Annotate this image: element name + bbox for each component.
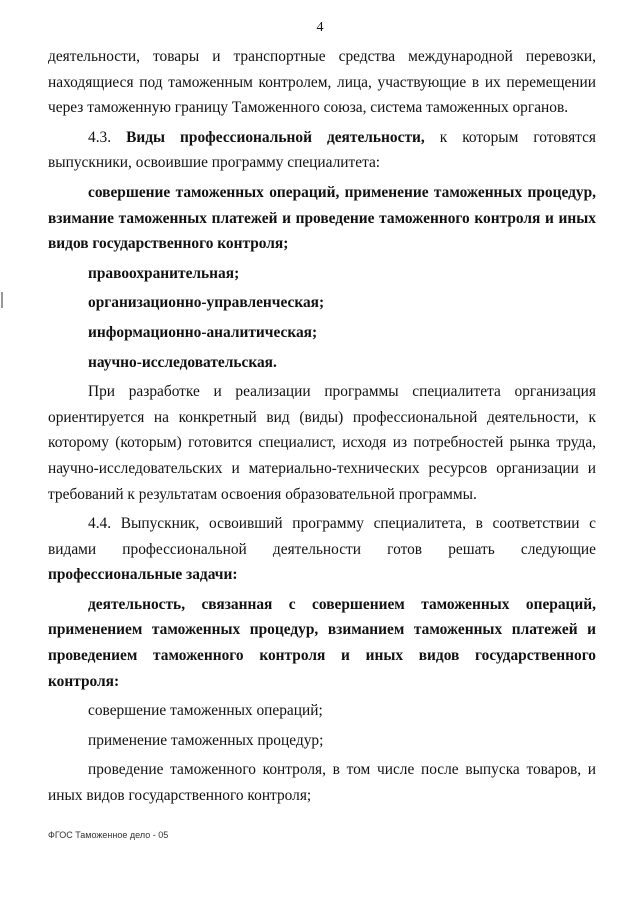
scan-margin-mark bbox=[1, 292, 3, 308]
activity-type-analytics: информационно-аналитическая; bbox=[88, 323, 318, 341]
page-body bbox=[48, 44, 596, 809]
section-4-4-bold: профессиональные задачи: bbox=[48, 566, 238, 584]
task-item: проведение таможенного контроля, в том числе после выпуска товаров, и иных видов государственного контроля; bbox=[48, 761, 596, 805]
section-4-3 bbox=[48, 125, 596, 176]
section-4-3-title: Виды профессиональной деятельности, bbox=[126, 128, 425, 146]
section-4-4-text: 4.4. Выпускник, освоивший программу специалитета, в соответствии с видами профессиональной деятельности готов решать следующие bbox=[48, 515, 596, 558]
paragraph-orientation: При разработке и реализации программы специалитета организация ориентируется на конкретный вид (виды) профессиональной деятельности, к которому (которым) готовится специалист, исходя из потребностей рынка труда, научно-исследовательских и материально-технических ресурсов организации и требований к результатам освоения образовательной программы. bbox=[48, 383, 596, 503]
task-item: совершение таможенных операций; bbox=[88, 702, 323, 720]
page-footer: ФГОС Таможенное дело - 05 bbox=[48, 830, 169, 840]
paragraph-objects: деятельности, товары и транспортные средства международной перевозки, находящиеся под таможенным контролем, лица, участвующие в их перемещении через таможенную границу Таможенного союза, система таможенных органов. bbox=[48, 48, 596, 117]
task-item: применение таможенных процедур; bbox=[88, 731, 324, 749]
activity-type-research: научно-исследовательская. bbox=[88, 353, 277, 371]
activity-type-law-enforcement: правоохранительная; bbox=[88, 264, 240, 282]
section-4-4 bbox=[48, 511, 596, 588]
section-4-3-text: к которым готовятся выпускники, освоившие программу специалитета: bbox=[48, 128, 596, 172]
section-4-3-number: 4.3. bbox=[88, 128, 112, 146]
activity-type-customs: совершение таможенных операций, применение таможенных процедур, взимание таможенных платежей и проведение таможенного контроля и иных видов государственного контроля; bbox=[48, 183, 596, 253]
page-number: 4 bbox=[316, 20, 324, 35]
customs-tasks-heading: деятельность, связанная с совершением таможенных операций, применением таможенных процедур, взиманием таможенных платежей и проведением таможенного контроля и иных видов государственного контроля: bbox=[48, 595, 596, 690]
activity-type-management: организационно-управленческая; bbox=[88, 294, 325, 312]
